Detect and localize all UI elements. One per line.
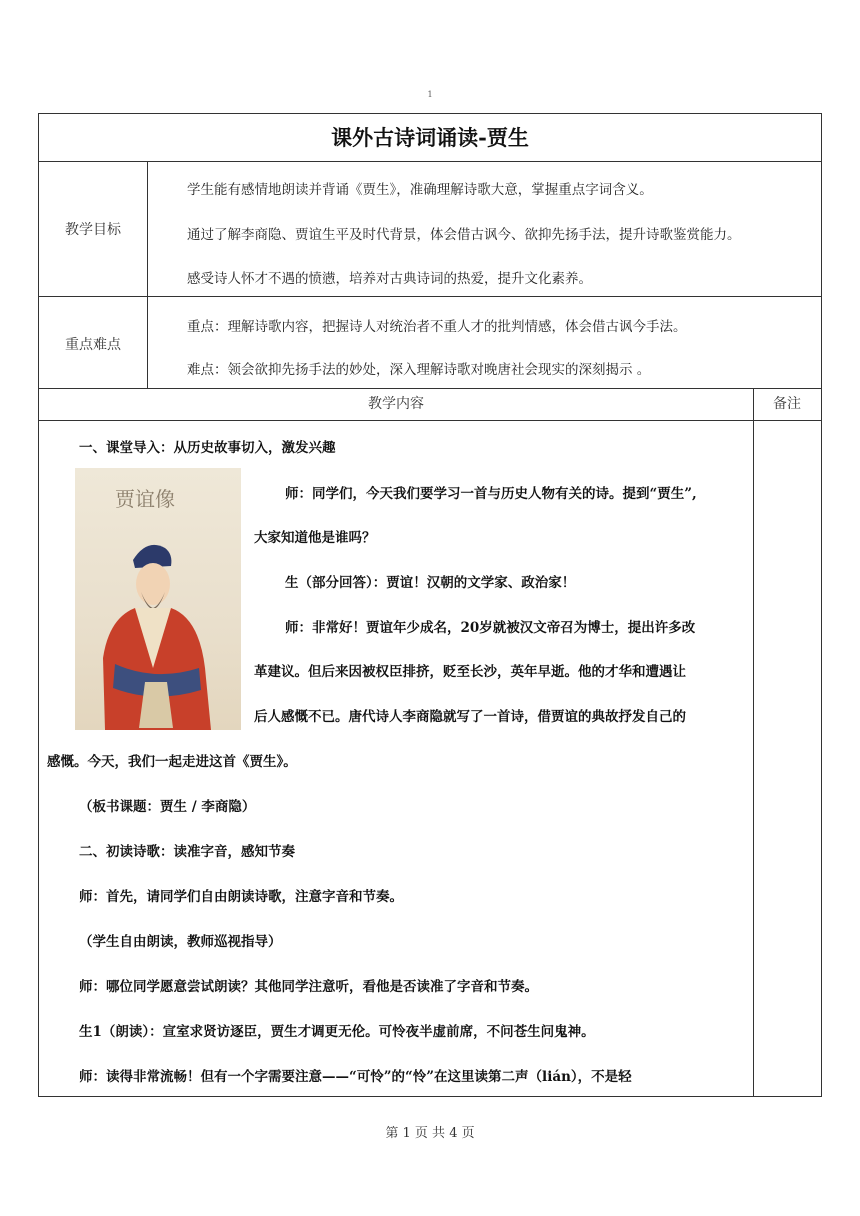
dialogue-line: 后人感慨不已。唐代诗人李商隐就写了一首诗，借贾谊的典故抒发自己的 <box>254 709 686 725</box>
objective-item: 通过了解李商隐、贾谊生平及时代背景，体会借古讽今、欲抑先扬手法，提升诗歌鉴赏能力。 <box>187 227 741 243</box>
dialogue-line: 生1（朗读）：宣室求贤访逐臣，贾生才调更无伦。可怜夜半虚前席，不问苍生问鬼神。 <box>79 1024 595 1040</box>
objective-item: 学生能有感情地朗读并背诵《贾生》，准确理解诗歌大意，掌握重点字词含义。 <box>187 182 653 198</box>
page-footer: 第 1 页 共 4 页 <box>385 1126 475 1141</box>
divider <box>147 161 148 296</box>
header-page-marker: 1 <box>427 90 433 99</box>
dialogue-line: （学生自由朗读，教师巡视指导） <box>79 934 282 950</box>
dialogue-line: 革建议。但后来因被权臣排挤，贬至长沙，英年早逝。他的才华和遭遇让 <box>254 664 686 680</box>
notes-column-header: 备注 <box>773 396 801 412</box>
divider <box>39 420 821 421</box>
jia-yi-portrait <box>75 468 241 730</box>
dialogue-line: 师：同学们，今天我们要学习一首与历史人物有关的诗。提到“贾生”, <box>285 486 697 502</box>
content-column-header: 教学内容 <box>368 396 424 412</box>
portrait-caption: 贾谊像 <box>115 487 175 511</box>
dialogue-line: 师：首先，请同学们自由朗读诗歌，注意字音和节奏。 <box>79 889 403 905</box>
dialogue-line: 大家知道他是谁吗？ <box>254 530 376 546</box>
dialogue-line: 师：哪位同学愿意尝试朗读？其他同学注意听，看他是否读准了字音和节奏。 <box>79 979 538 995</box>
dialogue-line: 感慨。今天，我们一起走进这首《贾生》。 <box>47 754 297 770</box>
dialogue-line: （板书课题：贾生 / 李商隐） <box>79 799 256 815</box>
dialogue-line: 生（部分回答）：贾谊！汉朝的文学家、政治家！ <box>285 575 576 591</box>
section-heading: 二、初读诗歌：读准字音，感知节奏 <box>79 844 295 860</box>
divider <box>753 388 754 1096</box>
dialogue-line: 师：非常好！贾谊年少成名，20岁就被汉文帝召为博士，提出许多改 <box>285 620 696 636</box>
key-point-item: 重点：理解诗歌内容，把握诗人对统治者不重人才的批判情感，体会借古讽今手法。 <box>187 319 687 335</box>
key-point-item: 难点：领会欲抑先扬手法的妙处，深入理解诗歌对晚唐社会现实的深刻揭示 。 <box>187 362 651 378</box>
divider <box>39 161 821 162</box>
objective-item: 感受诗人怀才不遇的愤懑，培养对古典诗词的热爱，提升文化素养。 <box>187 271 592 287</box>
divider <box>39 296 821 297</box>
divider <box>147 296 148 388</box>
portrait-illustration <box>75 468 241 730</box>
dialogue-line: 师：读得非常流畅！但有一个字需要注意——“可怜”的“怜”在这里读第二声（lián），不是轻 <box>79 1069 632 1085</box>
section-heading: 一、课堂导入：从历史故事切入，激发兴趣 <box>79 440 336 456</box>
objectives-label: 教学目标 <box>65 222 121 238</box>
key-points-label: 重点难点 <box>65 337 121 353</box>
lesson-plan-table <box>38 113 822 1097</box>
document-title: 课外古诗词诵读-贾生 <box>331 125 529 150</box>
